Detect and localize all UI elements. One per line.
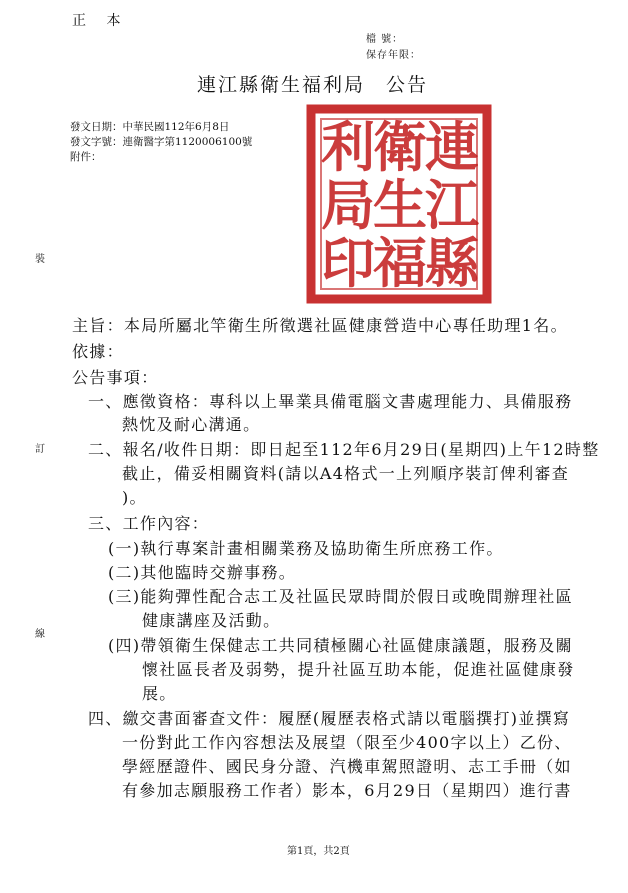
binding-mark-xian: 線 (35, 629, 45, 640)
basis-line: 依據： (72, 342, 124, 361)
binding-mark-zhuang: 裝 (35, 254, 45, 265)
item2-line3: )。 (122, 488, 147, 507)
item3-sub1: (一)執行專案計畫相關業務及協助衛生所庶務工作。 (108, 539, 504, 558)
document-title: 連江縣衛生福利局 公告 (197, 74, 429, 96)
item3-sub2: (二)其他臨時交辦事務。 (108, 563, 297, 582)
subject-line: 主旨：本局所屬北竿衛生所徵選社區健康營造中心專任助理1名。 (72, 316, 568, 335)
item2-line1: 二、報名/收件日期：即日起至112年6月29日(星期四)上午12時整 (88, 440, 600, 459)
item4-line2: 一份對此工作內容想法及展望（限至少400字以上）乙份、 (122, 733, 572, 752)
official-seal: 連 江 縣 衛 生 福 利 局 印 (305, 103, 493, 305)
item1-line1: 一、應徵資格：專科以上畢業具備電腦文書處理能力、具備服務 (88, 392, 573, 411)
item4-line4: 有參加志願服務工作者）影本，6月29日（星期四）進行書 (122, 781, 572, 800)
document-number: 發文字號：連衛醫字第1120006100號 (70, 136, 253, 148)
attachment-label: 附件： (70, 151, 102, 163)
item1-line2: 熱忱及耐心溝通。 (122, 415, 261, 434)
item3-sub4-line1: (四)帶領衛生保健志工共同積極關心社區健康議題，服務及關 (108, 636, 573, 655)
issue-date: 發文日期：中華民國112年6月8日 (70, 121, 230, 133)
item2-line2: 截止，備妥相關資料(請以A4格式一上列順序裝訂俾利審查 (122, 464, 570, 483)
binding-mark-ding: 訂 (35, 444, 45, 455)
item3-sub4-line2: 懷社區長者及弱勢，提升社區互助本能，促進社區健康發 (142, 660, 575, 679)
file-number-label: 檔 號： (366, 34, 404, 45)
item3-sub3-line2: 健康講座及活動。 (142, 611, 281, 630)
item4-line1: 四、繳交書面審查文件：履歷(履歷表格式請以電腦撰打)並撰寫 (88, 709, 571, 728)
item3-sub3-line1: (三)能夠彈性配合志工及社區民眾時間於假日或晚間辦理社區 (108, 587, 573, 606)
item3-heading: 三、工作內容： (88, 514, 210, 533)
notice-heading: 公告事項： (72, 368, 159, 387)
item4-line3: 學經歷證件、國民身分證、汽機車駕照證明、志工手冊（如 (122, 757, 572, 776)
item3-sub4-line3: 展。 (142, 684, 177, 703)
page-indicator: 第1頁，共2頁 (287, 846, 350, 857)
copy-mark: 正 本 (72, 13, 129, 29)
retention-period-label: 保存年限： (366, 50, 421, 61)
